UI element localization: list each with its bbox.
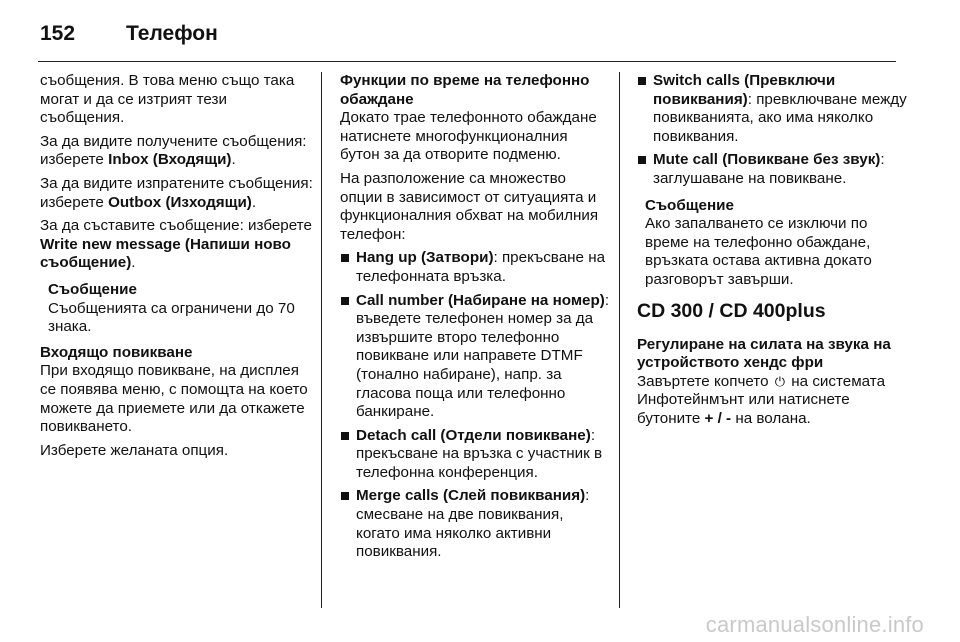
text: За да видите изпратените съобщения: изберете <box>40 174 313 211</box>
menu-option-inbox: Inbox (Входящи) <box>108 151 232 169</box>
column-divider-1 <box>321 72 322 608</box>
note-box <box>645 197 912 290</box>
text: . <box>251 193 257 211</box>
section-subheading: Входящо повикване <box>40 343 193 361</box>
menu-option-write-message: Write new message (Напиши ново съобщение) <box>40 235 291 272</box>
option-name: Detach call (Отдели повикване) <box>356 426 591 444</box>
page-number: 152 <box>40 22 76 45</box>
section-subheading: Регулиране на силата на звука на устройството хендс фри <box>637 335 891 372</box>
watermark: carmanualsonline.info <box>705 612 924 637</box>
list-item <box>637 151 912 188</box>
text: За да съставите съобщение: изберете <box>40 217 312 235</box>
note-box <box>48 281 315 337</box>
paragraph: На разположение са множество опции в зависимост от ситуацията и функционалния обхват на мобилния телефон: <box>340 169 599 243</box>
option-description: : смесване на две повиквания, когато има няколко активни повиквания. <box>356 487 590 561</box>
bullet-icon <box>341 432 349 440</box>
bullet-icon <box>341 254 349 262</box>
text: Завъртете копчето <box>637 372 773 390</box>
paragraph <box>40 133 315 170</box>
section-heading: CD 300 / CD 400plus <box>637 299 826 322</box>
header-divider <box>38 61 896 62</box>
option-name: Hang up (Затвори) <box>356 249 494 267</box>
note-text: Съобщенията са ограничени до 70 знака. <box>48 299 295 336</box>
paragraph <box>40 175 315 212</box>
list-item <box>637 72 912 146</box>
text: За да видите получените съобщения: изберете <box>40 132 307 169</box>
column-1 <box>40 72 315 465</box>
list-item <box>340 487 610 561</box>
text: на системата Инфотейнмънт или натиснете бутоните <box>637 372 886 427</box>
paragraph <box>637 373 912 429</box>
menu-option-outbox: Outbox (Изходящи) <box>108 193 252 211</box>
paragraph: Изберете желаната опция. <box>40 441 229 459</box>
paragraph: Докато трае телефонното обаждане натиснете многофункционалния бутон за да отворите подменю. <box>340 109 597 164</box>
option-description: : превключване между повикванията, ако има няколко повиквания. <box>653 90 907 145</box>
bullet-icon <box>638 77 646 85</box>
option-name: Switch calls (Превключи повиквания) <box>653 72 836 108</box>
power-icon: ⏻ <box>774 373 786 389</box>
option-description: : прекъсване на връзка с участник в телефонна конференция. <box>356 426 603 481</box>
option-name: Call number (Набиране на номер) <box>356 291 605 309</box>
option-description: : прекъсване на телефонната връзка. <box>356 249 606 285</box>
column-2 <box>340 72 610 567</box>
text: . <box>131 254 136 272</box>
page-header <box>40 16 218 52</box>
option-name: Merge calls (Слей повиквания) <box>356 487 586 505</box>
paragraph: При входящо повикване, на дисплея се появява меню, с помощта на което можете да приемете или да откажете повикването. <box>40 362 308 436</box>
list-item <box>340 249 610 286</box>
note-title: Съобщение <box>645 196 734 214</box>
bullet-icon <box>341 297 349 305</box>
paragraph <box>40 217 315 273</box>
option-description: : въведете телефонен номер за да извършите второ телефонно повикване или направете DTMF (тонално набиране), напр. за гласова поща или телефонно банкиране. <box>356 291 610 421</box>
option-description: : заглушаване на повикване. <box>653 151 885 187</box>
column-3 <box>637 72 912 434</box>
bullet-icon <box>341 492 349 500</box>
option-name: Mute call (Повикване без звук) <box>653 151 881 169</box>
plus-minus-buttons: + / - <box>704 409 732 427</box>
text: на волана. <box>731 409 811 427</box>
paragraph: съобщения. В това меню също така могат и да се изтрият тези съобщения. <box>40 72 295 127</box>
section-subheading: Функции по време на телефонно обаждане <box>340 72 590 108</box>
bullet-icon <box>638 156 646 164</box>
column-divider-2 <box>619 72 620 608</box>
page-title: Телефон <box>126 22 218 45</box>
list-item <box>340 427 610 483</box>
text: . <box>231 151 236 169</box>
note-text: Ако запалването се изключи по време на телефонно обаждане, връзката остава активна докато разговорът завърши. <box>645 215 872 288</box>
list-item <box>340 292 610 422</box>
note-title: Съобщение <box>48 280 137 298</box>
